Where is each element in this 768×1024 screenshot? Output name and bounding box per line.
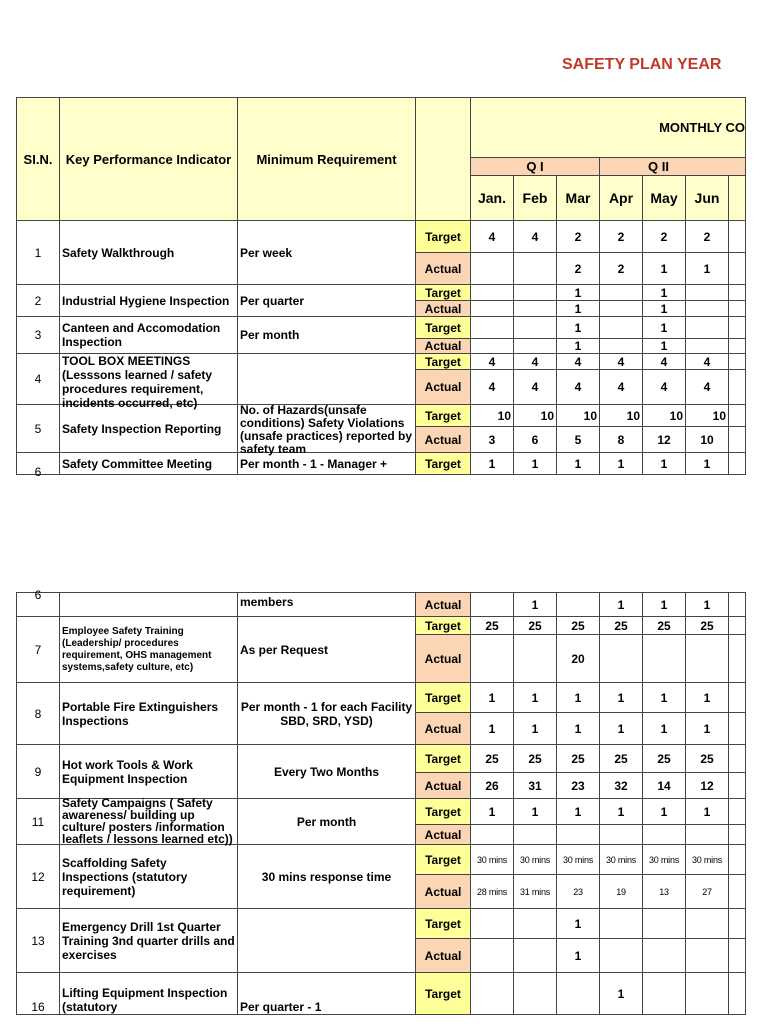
row-8-actual-may: 1 [643, 713, 686, 745]
row-13-target-overflow [729, 909, 746, 939]
row-8-requirement: Per month - 1 for each Facility SBD, SRD, YSD) [238, 683, 416, 745]
row-3-actual-mar: 1 [557, 339, 600, 354]
row-11-actual-jan [471, 825, 514, 845]
row-11-actual-mar [557, 825, 600, 845]
row-4-requirement [238, 354, 416, 405]
row-9-kpi: Hot work Tools & Work Equipment Inspection [60, 745, 238, 799]
row-1-target-mar: 2 [557, 221, 600, 253]
row-12-sn: 12 [17, 845, 60, 909]
row-5-actual-may: 12 [643, 427, 686, 453]
row-13-actual-may [643, 939, 686, 973]
row-11-target-may: 1 [643, 799, 686, 825]
row-1-target-label: Target [416, 221, 471, 253]
row-12-actual-jan: 28 mins [471, 875, 514, 909]
row-11-target-apr: 1 [600, 799, 643, 825]
row-4-target-apr: 4 [600, 354, 643, 370]
row-11-actual-jun [686, 825, 729, 845]
row-12-kpi: Scaffolding Safety Inspections (statutory requirement) [60, 845, 238, 909]
month-may: May [643, 176, 686, 221]
row-5-actual-apr: 8 [600, 427, 643, 453]
row-2-sn: 2 [17, 285, 60, 317]
row-11-target-overflow [729, 799, 746, 825]
month-feb: Feb [514, 176, 557, 221]
row-6b-actual-mar [557, 593, 600, 617]
row-7-requirement: As per Request [238, 617, 416, 683]
row-5-target-may: 10 [643, 405, 686, 427]
row-5-sn: 5 [17, 405, 60, 453]
row-7-target-mar: 25 [557, 617, 600, 635]
row-6-target-jun: 1 [686, 453, 729, 475]
row-11-actual-label: Actual [416, 825, 471, 845]
row-6b-actual-may: 1 [643, 593, 686, 617]
row-11-kpi-text: Safety Campaigns ( Safety awareness/ building up culture/ posters /information leaflets / lessons learned etc)) [62, 795, 233, 846]
row-12-actual-label: Actual [416, 875, 471, 909]
row-2-requirement: Per quarter [238, 285, 416, 317]
safety-plan-table-bottom [16, 588, 728, 1024]
row-2-target-overflow [729, 285, 746, 301]
row-9-sn: 9 [17, 745, 60, 799]
row-6b-actual-overflow [729, 593, 746, 617]
row-3-actual-label: Actual [416, 339, 471, 354]
row-8-actual-feb: 1 [514, 713, 557, 745]
row-9-target-apr: 25 [600, 745, 643, 773]
row-6b-kpi [60, 593, 238, 617]
row-16-target-label: Target [416, 973, 471, 1015]
row-7-target-jan: 25 [471, 617, 514, 635]
row-4-kpi [60, 354, 238, 410]
row-16-target-may [643, 973, 686, 1015]
row-9-target-mar: 25 [557, 745, 600, 773]
row-12-actual-may: 13 [643, 875, 686, 909]
row-12-actual-mar: 23 [557, 875, 600, 909]
row-7-actual-apr [600, 635, 643, 683]
row-8-target-feb: 1 [514, 683, 557, 713]
row-1-sn: 1 [17, 221, 60, 285]
month-overflow [729, 176, 746, 221]
row-16-target-feb [514, 973, 557, 1015]
row-4-target-label: Target [416, 354, 471, 370]
row-1-kpi: Safety Walkthrough [60, 221, 238, 285]
row-5-target-label: Target [416, 405, 471, 427]
row-4-target-may: 4 [643, 354, 686, 370]
row-9-target-may: 25 [643, 745, 686, 773]
month-jan: Jan. [471, 176, 514, 221]
row-13-sn: 13 [17, 909, 60, 973]
row-9-target-overflow [729, 745, 746, 773]
row-11-actual-apr [600, 825, 643, 845]
row-12-actual-apr: 19 [600, 875, 643, 909]
row-13-actual-jun [686, 939, 729, 973]
row-6b-actual-label: Actual [416, 593, 471, 617]
row-6-target-mar: 1 [557, 453, 600, 475]
row-4-actual-jan: 4 [471, 370, 514, 405]
row-7-target-label: Target [416, 617, 471, 635]
row-7-actual-label: Actual [416, 635, 471, 683]
row-7-target-may: 25 [643, 617, 686, 635]
row-3-target-jun [686, 317, 729, 339]
row-5-target-overflow [729, 405, 746, 427]
row-16-requirement: Per quarter - 1 [238, 973, 416, 1015]
row-16-target-apr: 1 [600, 973, 643, 1015]
row-9-actual-overflow [729, 773, 746, 799]
row-6-sn [17, 453, 60, 479]
row-3-requirement: Per month [238, 317, 416, 354]
row-1-target-may: 2 [643, 221, 686, 253]
row-7-target-jun: 25 [686, 617, 729, 635]
row-9-requirement: Every Two Months [238, 745, 416, 799]
row-1-target-jan: 4 [471, 221, 514, 253]
row-12-requirement: 30 mins response time [238, 845, 416, 909]
row-16-target-jun [686, 973, 729, 1015]
row-13-target-apr [600, 909, 643, 939]
row-7-sn: 7 [17, 617, 60, 683]
row-11-target-jun: 1 [686, 799, 729, 825]
row-9-actual-may: 14 [643, 773, 686, 799]
row-6b-actual-feb: 1 [514, 593, 557, 617]
row-1-actual-feb [514, 253, 557, 285]
header-quarter-2: Q II [600, 158, 746, 176]
row-1-actual-overflow [729, 253, 746, 285]
row-4-kpi-text: TOOL BOX MEETINGS (Lesssons learned / safety procedures requirement, incidents occurred, etc) [62, 354, 213, 410]
row-7-target-feb: 25 [514, 617, 557, 635]
row-3-actual-jan [471, 339, 514, 354]
row-2-actual-may: 1 [643, 301, 686, 317]
page-title: SAFETY PLAN YEAR [562, 56, 722, 73]
row-9-actual-mar: 23 [557, 773, 600, 799]
row-7-target-apr: 25 [600, 617, 643, 635]
row-3-target-overflow [729, 317, 746, 339]
row-7-actual-may [643, 635, 686, 683]
row-4-target-jun: 4 [686, 354, 729, 370]
row-6b-actual-apr: 1 [600, 593, 643, 617]
row-4-sn: 4 [17, 354, 60, 405]
row-11-target-jan: 1 [471, 799, 514, 825]
row-4-actual-jun: 4 [686, 370, 729, 405]
row-11-target-feb: 1 [514, 799, 557, 825]
row-8-target-label: Target [416, 683, 471, 713]
row-12-target-apr: 30 mins [600, 845, 643, 875]
safety-plan-table-top [16, 97, 746, 479]
row-5-target-apr: 10 [600, 405, 643, 427]
row-12-target-mar: 30 mins [557, 845, 600, 875]
row-9-target-jan: 25 [471, 745, 514, 773]
row-9-actual-jan: 26 [471, 773, 514, 799]
month-apr: Apr [600, 176, 643, 221]
row-3-sn: 3 [17, 317, 60, 354]
row-1-actual-mar: 2 [557, 253, 600, 285]
row-5-actual-jan: 3 [471, 427, 514, 453]
row-3-target-mar: 1 [557, 317, 600, 339]
header-kpi: Key Performance Indicator [60, 98, 238, 221]
row-8-target-may: 1 [643, 683, 686, 713]
row-12-actual-overflow [729, 875, 746, 909]
row-8-target-apr: 1 [600, 683, 643, 713]
row-3-kpi: Canteen and Accomodation Inspection [60, 317, 238, 354]
row-2-target-feb [514, 285, 557, 301]
row-4-target-jan: 4 [471, 354, 514, 370]
row-8-target-jan: 1 [471, 683, 514, 713]
row-12-target-overflow [729, 845, 746, 875]
row-7-actual-overflow [729, 635, 746, 683]
row-9-actual-label: Actual [416, 773, 471, 799]
row-2-target-jun [686, 285, 729, 301]
row-4-actual-apr: 4 [600, 370, 643, 405]
row-5-target-jan: 10 [471, 405, 514, 427]
row-13-actual-jan [471, 939, 514, 973]
row-2-target-jan [471, 285, 514, 301]
row-16-target-mar [557, 973, 600, 1015]
row-5-target-jun: 10 [686, 405, 729, 427]
row-2-target-label: Target [416, 285, 471, 301]
row-3-actual-overflow [729, 339, 746, 354]
row-8-target-overflow [729, 683, 746, 713]
row-6-sn-text: 6 [34, 465, 42, 479]
row-13-target-mar: 1 [557, 909, 600, 939]
row-8-target-mar: 1 [557, 683, 600, 713]
row-2-actual-label: Actual [416, 301, 471, 317]
row-12-actual-feb: 31 mins [514, 875, 557, 909]
row-16-target-jan [471, 973, 514, 1015]
row-11-kpi [60, 795, 238, 846]
row-13-target-may [643, 909, 686, 939]
header-requirement: Minimum Requirement [238, 98, 416, 221]
row-2-actual-mar: 1 [557, 301, 600, 317]
row-13-actual-label: Actual [416, 939, 471, 973]
row-12-target-jan: 30 mins [471, 845, 514, 875]
row-2-target-mar: 1 [557, 285, 600, 301]
month-jun: Jun [686, 176, 729, 221]
row-11-target-mar: 1 [557, 799, 600, 825]
row-2-actual-feb [514, 301, 557, 317]
row-12-target-jun: 30 mins [686, 845, 729, 875]
row-5-actual-jun: 10 [686, 427, 729, 453]
row-12-actual-jun: 27 [686, 875, 729, 909]
row-6-kpi: Safety Committee Meeting [60, 453, 238, 475]
row-1-target-apr: 2 [600, 221, 643, 253]
row-4-actual-feb: 4 [514, 370, 557, 405]
row-7-actual-mar: 20 [557, 635, 600, 683]
row-5-requirement-text: No. of Hazards(unsafe conditions) Safety Violations (unsafe practices) reported by safety team [240, 402, 413, 456]
row-9-actual-jun: 12 [686, 773, 729, 799]
row-2-actual-jun [686, 301, 729, 317]
row-11-actual-may [643, 825, 686, 845]
row-8-actual-mar: 1 [557, 713, 600, 745]
row-2-target-may: 1 [643, 285, 686, 301]
row-7-actual-jun [686, 635, 729, 683]
row-5-actual-feb: 6 [514, 427, 557, 453]
row-13-actual-apr [600, 939, 643, 973]
row-16-sn: 16 [17, 973, 60, 1015]
row-5-kpi: Safety Inspection Reporting [60, 405, 238, 453]
header-monthly: MONTHLY CO [471, 98, 746, 158]
row-1-actual-label: Actual [416, 253, 471, 285]
row-6b-sn [17, 588, 60, 617]
row-5-requirement [238, 402, 416, 456]
row-11-sn: 11 [17, 799, 60, 845]
row-13-target-feb [514, 909, 557, 939]
row-6-requirement: Per month - 1 - Manager + [238, 453, 416, 475]
row-3-target-label: Target [416, 317, 471, 339]
row-13-requirement [238, 909, 416, 973]
row-13-target-label: Target [416, 909, 471, 939]
row-1-actual-apr: 2 [600, 253, 643, 285]
row-4-target-feb: 4 [514, 354, 557, 370]
row-9-target-label: Target [416, 745, 471, 773]
row-9-actual-apr: 32 [600, 773, 643, 799]
row-8-sn: 8 [17, 683, 60, 745]
row-11-actual-overflow [729, 825, 746, 845]
row-1-requirement: Per week [238, 221, 416, 285]
row-9-target-feb: 25 [514, 745, 557, 773]
row-6b-sn-text: 6 [34, 588, 42, 602]
row-1-target-overflow [729, 221, 746, 253]
row-16-target-overflow [729, 973, 746, 1015]
row-4-actual-overflow [729, 370, 746, 405]
row-1-target-feb: 4 [514, 221, 557, 253]
row-13-actual-overflow [729, 939, 746, 973]
row-7-kpi: Employee Safety Training (Leadership/ procedures requirement, OHS management systems,safety culture, etc) [60, 617, 238, 683]
row-7-actual-jan [471, 635, 514, 683]
row-5-target-feb: 10 [514, 405, 557, 427]
row-5-target-mar: 10 [557, 405, 600, 427]
row-3-actual-jun [686, 339, 729, 354]
row-5-actual-label: Actual [416, 427, 471, 453]
row-2-kpi: Industrial Hygiene Inspection [60, 285, 238, 317]
row-3-target-jan [471, 317, 514, 339]
row-7-actual-feb [514, 635, 557, 683]
row-11-requirement: Per month [238, 799, 416, 845]
row-6b-actual-jan [471, 593, 514, 617]
row-2-target-apr [600, 285, 643, 301]
row-8-actual-label: Actual [416, 713, 471, 745]
row-12-target-feb: 30 mins [514, 845, 557, 875]
row-2-actual-jan [471, 301, 514, 317]
row-13-actual-feb [514, 939, 557, 973]
row-3-target-feb [514, 317, 557, 339]
row-4-actual-may: 4 [643, 370, 686, 405]
header-blank [416, 98, 471, 221]
row-1-target-jun: 2 [686, 221, 729, 253]
row-9-actual-feb: 31 [514, 773, 557, 799]
row-3-actual-feb [514, 339, 557, 354]
row-6-target-overflow [729, 453, 746, 475]
row-13-target-jun [686, 909, 729, 939]
row-4-actual-mar: 4 [557, 370, 600, 405]
row-3-target-apr [600, 317, 643, 339]
row-8-actual-apr: 1 [600, 713, 643, 745]
row-11-target-label: Target [416, 799, 471, 825]
row-8-target-jun: 1 [686, 683, 729, 713]
row-3-actual-apr [600, 339, 643, 354]
month-mar: Mar [557, 176, 600, 221]
row-1-actual-may: 1 [643, 253, 686, 285]
row-1-actual-jan [471, 253, 514, 285]
row-13-actual-mar: 1 [557, 939, 600, 973]
row-6-target-feb: 1 [514, 453, 557, 475]
row-6-target-label: Target [416, 453, 471, 475]
row-13-kpi: Emergency Drill 1st Quarter Training 3nd quarter drills and exercises [60, 909, 238, 973]
row-6-target-apr: 1 [600, 453, 643, 475]
row-3-actual-may: 1 [643, 339, 686, 354]
row-16-kpi: Lifting Equipment Inspection (statutory [60, 973, 238, 1015]
row-8-actual-jun: 1 [686, 713, 729, 745]
row-8-actual-jan: 1 [471, 713, 514, 745]
header-quarter-1: Q I [471, 158, 600, 176]
row-1-actual-jun: 1 [686, 253, 729, 285]
row-13-target-jan [471, 909, 514, 939]
row-5-actual-overflow [729, 427, 746, 453]
row-7-target-overflow [729, 617, 746, 635]
row-11-actual-feb [514, 825, 557, 845]
row-12-target-may: 30 mins [643, 845, 686, 875]
row-4-target-mar: 4 [557, 354, 600, 370]
row-2-actual-overflow [729, 301, 746, 317]
row-6b-requirement: members [238, 593, 416, 617]
row-2-actual-apr [600, 301, 643, 317]
row-5-actual-mar: 5 [557, 427, 600, 453]
row-4-actual-label: Actual [416, 370, 471, 405]
row-3-target-may: 1 [643, 317, 686, 339]
row-8-actual-overflow [729, 713, 746, 745]
row-12-target-label: Target [416, 845, 471, 875]
row-6b-actual-jun: 1 [686, 593, 729, 617]
row-8-kpi: Portable Fire Extinguishers Inspections [60, 683, 238, 745]
header-sn: SI.N. [17, 98, 60, 221]
row-9-target-jun: 25 [686, 745, 729, 773]
row-6-target-jan: 1 [471, 453, 514, 475]
row-6-target-may: 1 [643, 453, 686, 475]
row-4-target-overflow [729, 354, 746, 370]
